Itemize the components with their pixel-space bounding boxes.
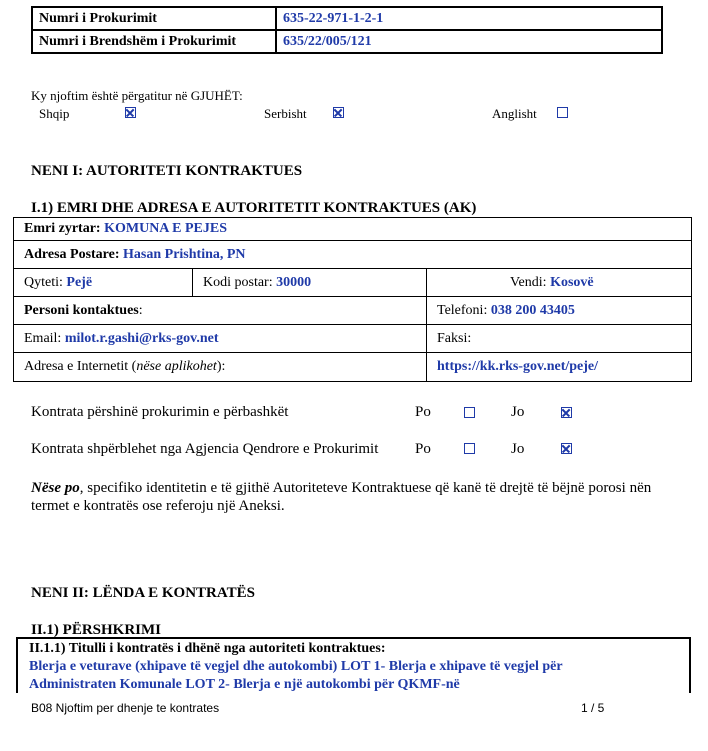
postal-address-value: Hasan Prishtina, PN [123,246,246,262]
web-label-italic: nëse aplikohet [136,359,217,374]
checkbox-anglisht[interactable] [557,107,568,118]
central-agency-no-label: Jo [511,441,525,457]
official-name-label: Emri zyrtar [24,221,96,236]
contract-title-line1: Blerja e veturave (xhipave të vegjel dhe autokombi) LOT 1- Blerja e xhipave të vegjel për [29,659,563,674]
authority-table [13,217,692,382]
postcode-label: Kodi postar: [203,274,273,290]
email-label: Email: [24,330,62,346]
city-label: Qyteti: [24,274,63,290]
central-agency-yes-checkbox[interactable] [464,443,475,454]
joint-procurement-no-label: Jo [511,404,525,420]
web-label: Adresa e Internetit ( [24,359,137,374]
procurement-number-label: Numri i Prokurimit [32,7,276,30]
central-agency-yes-label: Po [415,441,431,457]
language-label-anglisht: Anglisht [492,106,537,121]
phone-value: 038 200 43405 [490,302,575,318]
contact-person-label: Personi kontaktues [24,302,139,318]
note-italic: Nëse po [31,480,80,496]
official-name-value: KOMUNA E PEJES [104,221,227,236]
contract-title-heading: II.1.1) Titulli i kontratës i dhënë nga autoriteti kontraktues: [29,641,386,656]
website-link[interactable]: https://kk.rks-gov.net/peje/ [437,359,599,374]
table-row [14,325,692,353]
city-value: Pejë [66,274,93,290]
country-label: Vendi: [510,274,547,290]
joint-procurement-no-checkbox[interactable] [561,407,572,418]
internal-number-label: Numri i Brendshëm i Prokurimit [32,30,276,53]
procurement-number-value: 635-22-971-1-2-1 [276,7,662,30]
procurement-header-table [31,6,663,54]
footer-form-name: B08 Njoftim per dhenje te kontrates [31,701,220,715]
joint-procurement-yes-checkbox[interactable] [464,407,475,418]
central-agency-no-checkbox[interactable] [561,443,572,454]
section2-subtitle: II.1) PËRSHKRIMI [31,622,162,638]
footer-page-number: 1 / 5 [581,701,605,715]
joint-procurement-question: Kontrata përshinë prokurimin e përbashkët [31,404,289,420]
joint-procurement-yes-label: Po [415,404,431,420]
central-agency-question: Kontrata shpërblehet nga Agjencia Qendrore e Prokurimit [31,441,379,457]
postal-address-label: Adresa Postare [24,246,115,262]
languages-intro: Ky njoftim është përgatitur në GJUHËT: [31,88,243,103]
specify-note [31,479,681,515]
language-label-shqip: Shqip [39,106,70,121]
contract-title-line2: Administraten Komunale LOT 2- Blerja e një autokombi për QKMF-në [29,677,460,692]
table-row: Personi kontaktues: Telefoni: 038 200 43405 [14,297,692,325]
checkbox-serbisht[interactable] [333,107,344,118]
web-label-end: ): [216,359,226,374]
section2-title: NENI II: LËNDA E KONTRATËS [31,585,255,601]
country-value: Kosovë [550,274,594,290]
email-value: milot.r.gashi@rks-gov.net [64,330,219,346]
fax-label: Faksi: [437,330,472,346]
table-row [14,269,692,297]
table-row: Emri zyrtar: KOMUNA E PEJES [14,218,692,241]
section1-title: NENI I: AUTORITETI KONTRAKTUES [31,163,303,179]
checkbox-shqip[interactable] [125,107,136,118]
internal-number-value: 635/22/005/121 [276,30,662,53]
table-row [32,30,662,53]
table-row: Adresa Postare: Hasan Prishtina, PN [14,241,692,269]
postcode-value: 30000 [276,274,312,290]
language-label-serbisht: Serbisht [264,106,307,121]
section1-subtitle: I.1) EMRI DHE ADRESA E AUTORITETIT KONTRAKTUES (AK) [31,200,477,216]
note-text: , specifiko identitetin e të gjithë Autoriteteve Kontraktuese që kanë të drejtë të bëjnë porosi nën termet e kontratës ose referoju një Aneksi. [31,480,652,514]
phone-label: Telefoni: [437,302,488,318]
table-row [14,353,692,382]
table-row [32,7,662,30]
